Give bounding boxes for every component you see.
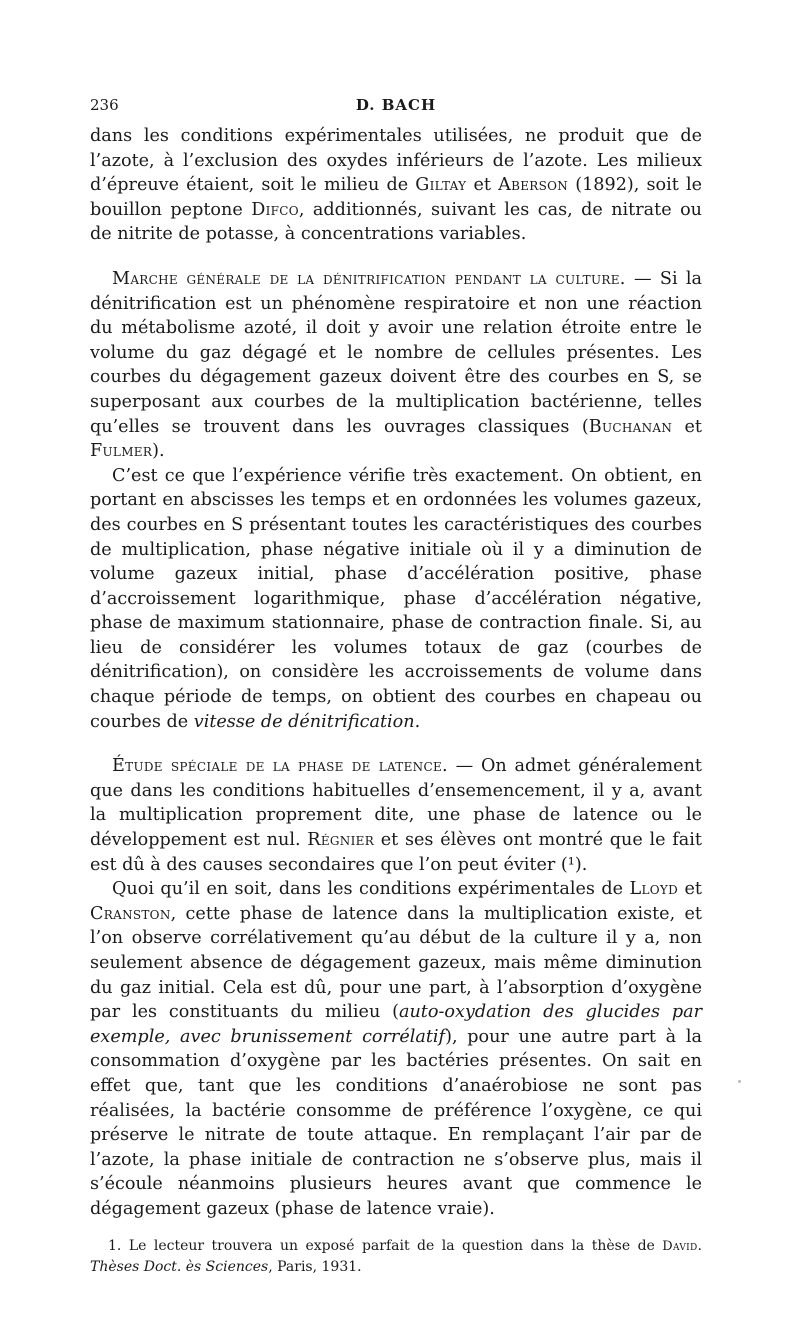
author-name: Cranston xyxy=(90,903,171,924)
author-name: Aberson xyxy=(498,175,569,196)
text-run: — On admet généralement que dans les conditions habituelles d’ensemencement, il y a, avant la multiplication proprement dite, une phase de latence ou le développement est nul. xyxy=(90,756,702,851)
brand-name: Difco xyxy=(251,199,299,220)
text-run: ), pour une autre part à la consommation d’oxygène par les bactéries présentes. On sait en effet que, tant que les conditions d’anaérobiose ne sont pas réalisées, la bactérie consomme de préférence l’oxygène, ce qui préserve le nitrate de toute attaque. En remplaçant l’air par de l’azote, la phase initiale de contraction ne s’observe plus, mais il s’écoule néanmoins plusieurs heures avant que commence le dégagement gazeux (phase de latence vraie). xyxy=(90,1026,702,1219)
author-name: David xyxy=(662,1238,698,1254)
author-name: Fulmer xyxy=(90,441,153,462)
text-run: dans les conditions expérimentales utilisées, ne produit que de l’azote, à l’exclusion des oxydes inférieurs de l’azote. Les milieux d’épreuve étaient, soit le milieu de xyxy=(90,126,702,196)
author-name: Giltay xyxy=(415,175,467,196)
italic-phrase: Thèses Doct. ès Sciences xyxy=(90,1258,269,1275)
text-run: C’est ce que l’expérience vérifie très exactement. On obtient, en portant en abscisses les temps et en ordonnées les volumes gazeux, des courbes en S présentant toutes les caractéristiques des courbes de multiplication, phase négative initiale où il y a diminution de volume gazeux initial, phase d’accélération positive, phase d’accroissement logarithmique, phase d’accélération négative, phase de maximum stationnaire, phase de contraction finale. Si, au lieu de considérer les volumes totaux de gaz (courbes de dénitrification), on considère les accroissements de volume dans chaque période de temps, on obtient des courbes en chapeau ou courbes de xyxy=(90,465,702,732)
italic-phrase: auto-oxydation des glucides par exemple, avec brunissement corrélatif xyxy=(90,1002,702,1047)
speck-mark xyxy=(738,1080,741,1083)
author-name: Lloyd xyxy=(629,879,679,900)
page-body xyxy=(90,96,702,1291)
section-2-paragraph xyxy=(90,754,702,877)
text-run: et xyxy=(672,416,702,437)
text-run: — Si la dénitrification est un phénomène respiratoire et non une réaction du métabolisme azoté, il doit y avoir une relation étroite entre le volume du gaz dégagé et le nombre de cellules présentes. Les courbes du dégagement gazeux doivent être des courbes en S, se superposant aux courbes de la multiplication bactérienne, telles qu’elles se trouvent dans les ouvrages classiques ( xyxy=(90,268,702,437)
page-header xyxy=(90,96,702,124)
section-heading: Étude spéciale de la phase de latence. xyxy=(112,756,448,777)
text-run: , cette phase de latence dans la multiplication existe, et l’on observe corrélativement qu’au début de la culture il y a, non seulement absence de dégagement gazeux, mais même diminution du gaz initial. Cela est dû, pour une part, à l’absorption d’oxygène par les constituants du milieu ( xyxy=(90,903,702,1023)
text-run: Quoi qu’il en soit, dans les conditions expérimentales de xyxy=(112,879,630,900)
text-run: et xyxy=(678,879,703,900)
section-1-paragraph xyxy=(90,267,702,464)
text-run: ). xyxy=(152,441,165,462)
author-name: Régnier xyxy=(307,830,375,851)
text-run: et xyxy=(466,175,499,196)
author-name: Buchanan xyxy=(588,416,673,437)
text-run: , additionnés, suivant les cas, de nitrate ou de nitrite de potasse, à concentrations variables. xyxy=(90,199,702,245)
paragraph-3 xyxy=(90,877,702,1221)
text-run: et ses élèves ont montré que le fait est dû à des causes secondaires que l’on peut éviter (¹). xyxy=(90,830,702,875)
italic-phrase: vitesse de dénitrification. xyxy=(193,711,421,732)
paragraph-1 xyxy=(90,124,702,247)
text-run: 1. Le lecteur trouvera un exposé parfait de la question dans la thèse de xyxy=(108,1237,663,1254)
text-run: , Paris, 1931. xyxy=(268,1258,362,1275)
section-heading: Marche générale de la dénitrification pendant la culture. xyxy=(112,268,626,289)
footnote xyxy=(90,1236,702,1277)
text-run: . xyxy=(697,1237,702,1254)
paragraph-2 xyxy=(90,464,702,735)
text-run: (1892), soit le bouillon peptone xyxy=(90,175,702,220)
page-number: 236 xyxy=(90,96,119,114)
running-head: D. BACH xyxy=(355,96,437,114)
